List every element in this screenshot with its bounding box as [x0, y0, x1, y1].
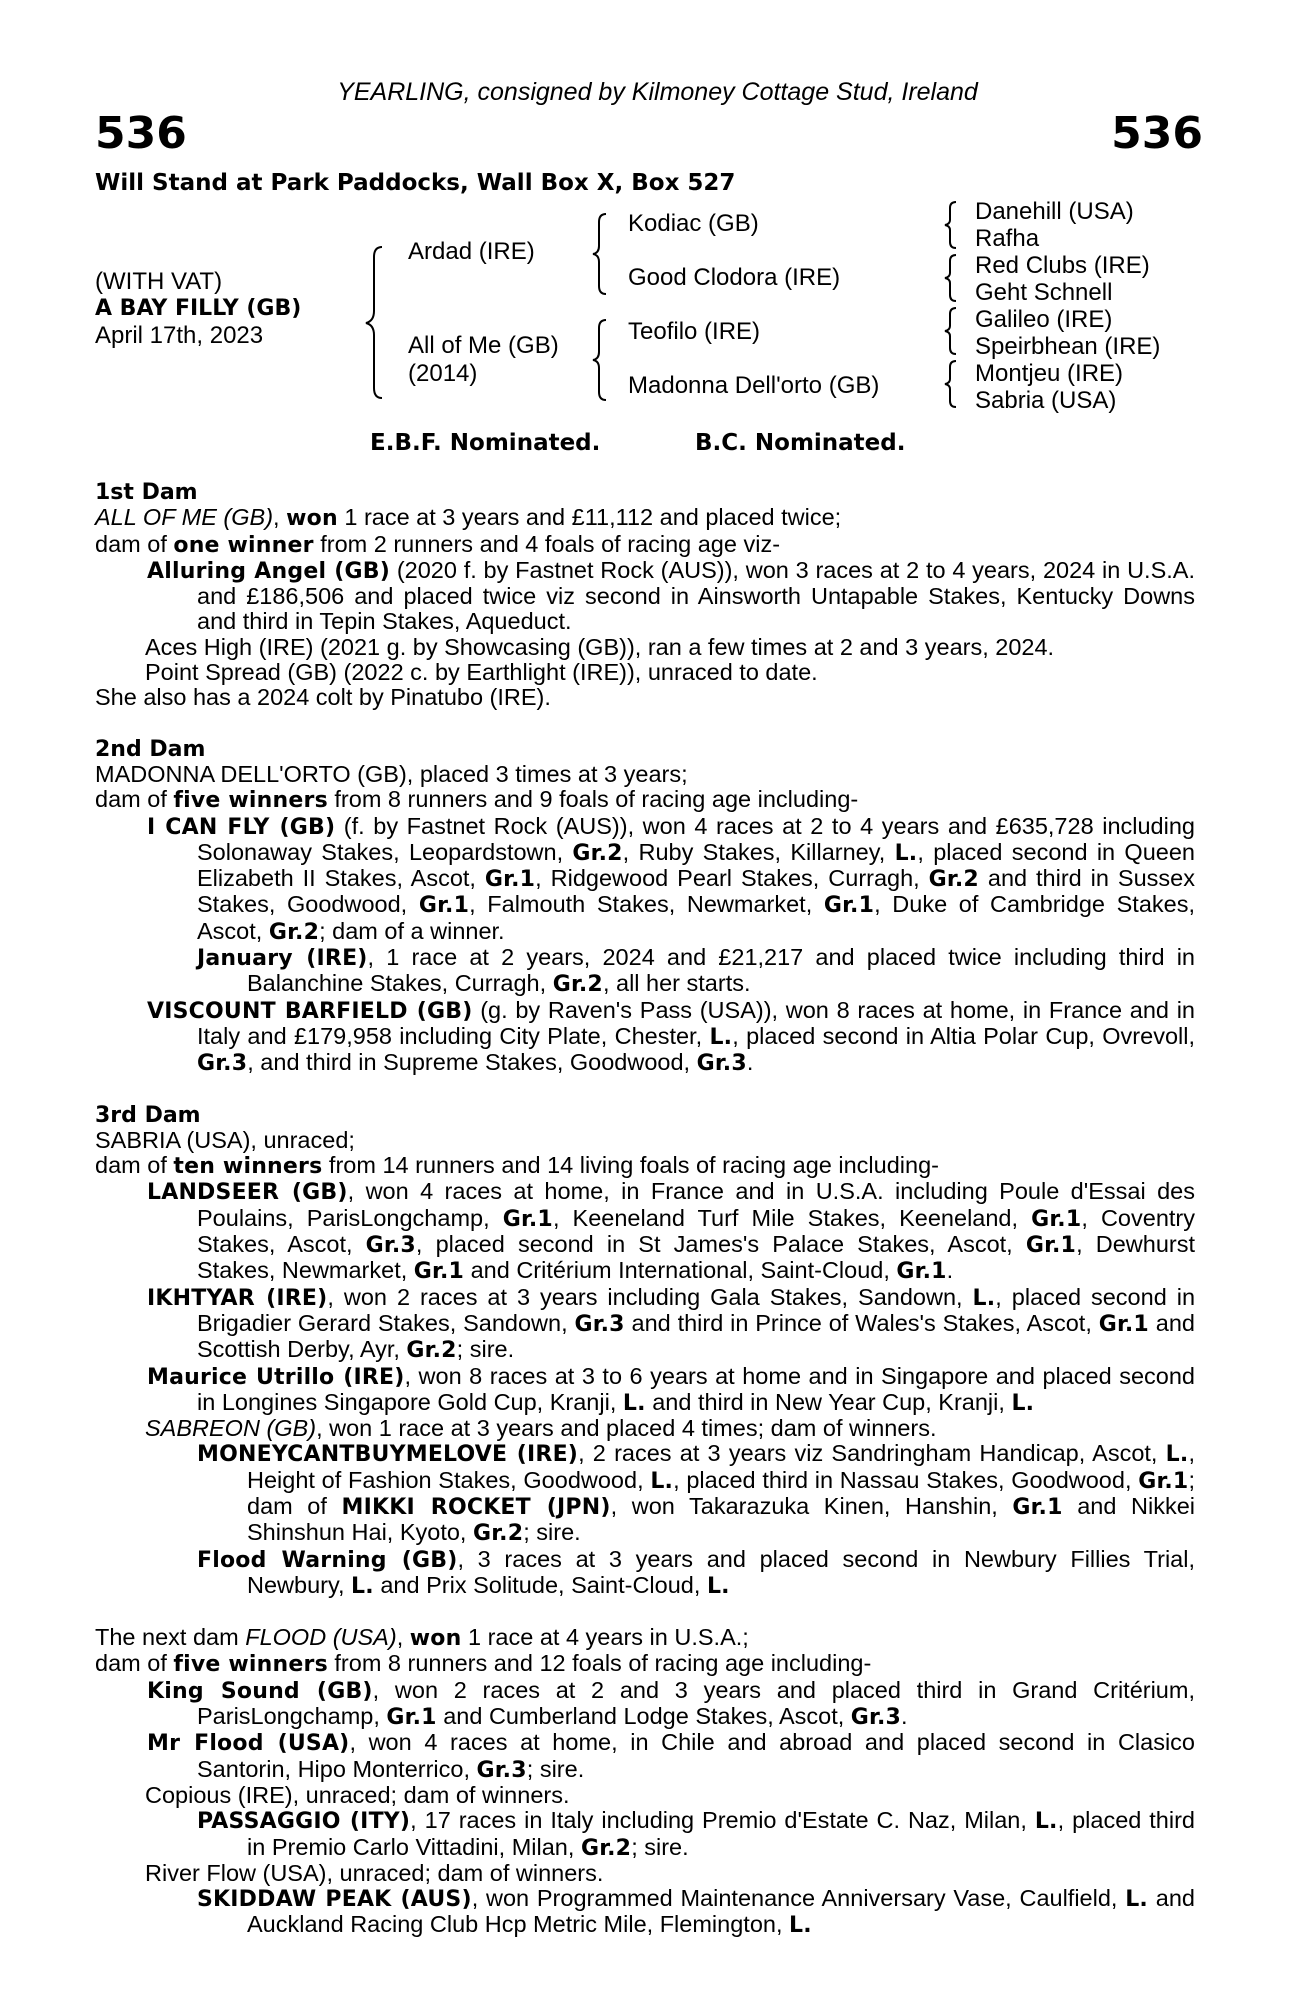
lot-number-left: 536	[95, 108, 187, 159]
sire-name: Ardad (IRE)	[408, 238, 535, 265]
first-dam-heading: 1st Dam	[95, 480, 198, 505]
dam-dam: Madonna Dell'orto (GB)	[628, 372, 880, 399]
second-dam-heading: 2nd Dam	[95, 736, 206, 762]
third-dam-heading: 3rd Dam	[95, 1102, 201, 1128]
produce-entry: Point Spread (GB) (2022 c. by Earthlight (IRE)), unraced to date.	[145, 659, 818, 686]
horse-dob: April 17th, 2023	[95, 322, 264, 349]
produce-entry: MONEYCANTBUYMELOVE (IRE), 2 races at 3 years viz Sandringham Handicap, Ascot, L., Height of Fashion Stakes, Goodwood, L., placed third in Nassau Stakes, Goodwood, Gr.1; dam of MIKKI ROCKET (JPN), won Takarazuka Kinen, Hanshin, Gr.1 and Nikkei Shinshun Hai, Kyoto, Gr.2; sire.	[197, 1440, 1196, 1547]
lot-number-right: 536	[1111, 108, 1203, 159]
next-dam-produce-line: dam of five winners from 8 runners and 12 foals of racing age including-	[95, 1650, 872, 1678]
gg-3: Red Clubs (IRE)	[975, 252, 1150, 279]
next-dam-line: The next dam FLOOD (USA), won 1 race at 4 years in U.S.A.;	[95, 1624, 749, 1652]
pedigree-bracket-dam	[588, 318, 612, 402]
first-dam-produce-line: dam of one winner from 2 runners and 4 foals of racing age viz-	[95, 530, 781, 558]
dam-name: All of Me (GB)	[408, 332, 559, 359]
gg-2: Rafha	[975, 225, 1040, 252]
pedigree-bracket-ss	[940, 200, 960, 250]
produce-entry: Mr Flood (USA), won 4 races at home, in Chile and abroad and placed second in Clasico Santorin, Hipo Monterrico, Gr.3; sire.	[147, 1729, 1195, 1783]
gg-1: Danehill (USA)	[975, 198, 1134, 225]
sire-dam: Good Clodora (IRE)	[628, 264, 841, 291]
catalogue-body	[95, 480, 1195, 1939]
produce-entry: PASSAGGIO (ITY), 17 races in Italy including Premio d'Estate C. Naz, Milan, L., placed third in Premio Carlo Vittadini, Milan, Gr.2; sire.	[197, 1807, 1195, 1861]
produce-note: She also has a 2024 colt by Pinatubo (IRE).	[95, 684, 551, 711]
produce-entry: King Sound (GB), won 2 races at 2 and 3 years and placed third in Grand Critérium, ParisLongchamp, Gr.1 and Cumberland Lodge Stakes, Ascot, Gr.3.	[147, 1676, 1195, 1731]
second-dam-line: MADONNA DELL'ORTO (GB), placed 3 times at 3 years;	[95, 760, 688, 787]
pedigree-bracket-sd	[940, 253, 960, 303]
gg-7: Montjeu (IRE)	[975, 360, 1124, 387]
produce-entry: LANDSEER (GB), won 4 races at home, in France and in U.S.A. including Poule d'Essai des Poulains, ParisLongchamp, Gr.1, Keeneland Turf Mile Stakes, Keeneland, Gr.1, Coventry Stakes, Ascot, Gr.3, placed second in St James's Palace Stakes, Ascot, Gr.1, Dewhurst Stakes, Newmarket, Gr.1 and Critérium International, Saint-Cloud, Gr.1.	[147, 1178, 1195, 1285]
gg-6: Speirbhean (IRE)	[975, 333, 1161, 360]
produce-entry: Maurice Utrillo (IRE), won 8 races at 3 to 6 years at home and in Singapore and placed second in Longines Singapore Gold Cup, Kranji, L. and third in New Year Cup, Kranji, L.	[147, 1362, 1195, 1416]
sire-sire: Kodiac (GB)	[628, 210, 759, 237]
third-dam-produce-line: dam of ten winners from 14 runners and 14 living foals of racing age including-	[95, 1152, 939, 1180]
bc-nomination: B.C. Nominated.	[695, 430, 906, 456]
pedigree-bracket-dd	[940, 359, 960, 409]
produce-entry: SABREON (GB), won 1 race at 3 years and placed 4 times; dam of winners.	[145, 1415, 937, 1442]
gg-8: Sabria (USA)	[975, 387, 1117, 414]
produce-entry: I CAN FLY (GB) (f. by Fastnet Rock (AUS)), won 4 races at 2 to 4 years and £635,728 including Solonaway Stakes, Leopardstown, Gr.2, Ruby Stakes, Killarney, L., placed second in Queen Elizabeth II Stakes, Ascot, Gr.1, Ridgewood Pearl Stakes, Curragh, Gr.2 and third in Sussex Stakes, Goodwood, Gr.1, Falmouth Stakes, Newmarket, Gr.1, Duke of Cambridge Stakes, Ascot, Gr.2; dam of a winner.	[147, 812, 1195, 945]
first-dam-line: ALL OF ME (GB), won 1 race at 3 years and £11,112 and placed twice;	[95, 504, 842, 532]
produce-entry: Copious (IRE), unraced; dam of winners.	[145, 1781, 570, 1808]
third-dam-line: SABRIA (USA), unraced;	[95, 1126, 355, 1153]
dam-year: (2014)	[408, 360, 478, 387]
horse-name: A BAY FILLY (GB)	[95, 296, 302, 321]
produce-entry: Aces High (IRE) (2021 g. by Showcasing (GB)), ran a few times at 2 and 3 years, 2024.	[145, 633, 1055, 660]
gg-4: Geht Schnell	[975, 279, 1113, 306]
produce-entry: Flood Warning (GB), 3 races at 3 years and placed second in Newbury Fillies Trial, Newbury, L. and Prix Solitude, Saint-Cloud, L.	[197, 1545, 1195, 1599]
consignor-header: YEARLING, consigned by Kilmoney Cottage Stud, Ireland	[337, 78, 978, 106]
produce-entry: IKHTYAR (IRE), won 2 races at 3 years including Gala Stakes, Sandown, L., placed second in Brigadier Gerard Stakes, Sandown, Gr.3 and third in Prince of Wales's Stakes, Ascot, Gr.1 and Scottish Derby, Ayr, Gr.2; sire.	[147, 1283, 1196, 1364]
produce-entry: SKIDDAW PEAK (AUS), won Programmed Maintenance Anniversary Vase, Caulfield, L. and Auckland Racing Club Hcp Metric Mile, Flemington, L.	[197, 1885, 1195, 1939]
pedigree-bracket-ds	[940, 306, 960, 356]
produce-entry: VISCOUNT BARFIELD (GB) (g. by Raven's Pass (USA)), won 8 races at home, in France and in Italy and £179,958 including City Plate, Chester, L., placed second in Altia Polar Cup, Ovrevoll, Gr.3, and third in Supreme Stakes, Goodwood, Gr.3.	[147, 996, 1195, 1077]
pedigree-bracket-sire	[588, 212, 612, 296]
second-dam-produce-line: dam of five winners from 8 runners and 9 foals of racing age including-	[95, 786, 859, 814]
produce-entry: River Flow (USA), unraced; dam of winners.	[145, 1859, 604, 1886]
pedigree-bracket-parents	[360, 245, 390, 400]
gg-5: Galileo (IRE)	[975, 306, 1113, 333]
venue-line: Will Stand at Park Paddocks, Wall Box X, Box 527	[95, 170, 736, 196]
produce-entry: January (IRE), 1 race at 2 years, 2024 and £21,217 and placed twice including third in Balanchine Stakes, Curragh, Gr.2, all her starts.	[197, 944, 1195, 998]
ebf-nomination: E.B.F. Nominated.	[370, 430, 601, 456]
produce-entry: Alluring Angel (GB) (2020 f. by Fastnet Rock (AUS)), won 3 races at 2 to 4 years, 2024 in U.S.A. and £186,506 and placed twice viz second in Ainsworth Untapable Stakes, Kentucky Downs and third in Tepin Stakes, Aqueduct.	[147, 556, 1195, 635]
dam-sire: Teofilo (IRE)	[628, 318, 761, 345]
vat-note: (WITH VAT)	[95, 268, 223, 295]
